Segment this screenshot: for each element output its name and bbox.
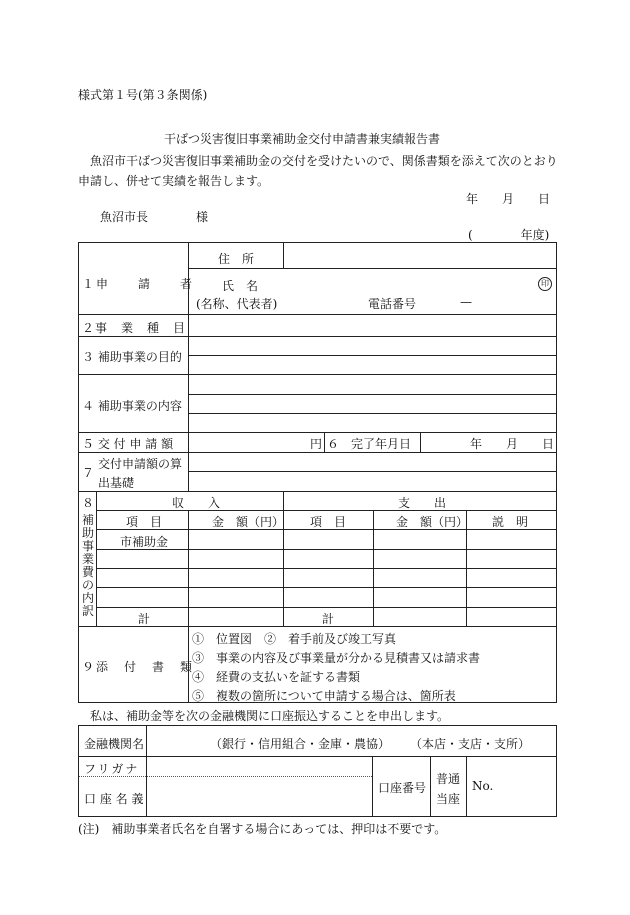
- branch-types: （本店・支店・支所）: [410, 737, 531, 751]
- hline: [96, 607, 557, 608]
- breakdown-side-label: 補 助 事 業 費 の 内 訳: [81, 513, 94, 618]
- phone-label: 電話番号: [368, 297, 417, 311]
- hline: [78, 432, 557, 433]
- institution-types: （銀行・信用組合・金庫・農協）: [210, 737, 391, 751]
- income-total: 計: [138, 612, 151, 626]
- vline: [373, 510, 374, 627]
- hline: [78, 314, 557, 315]
- expense-item-header: 項 目: [310, 515, 347, 529]
- hline: [188, 413, 557, 414]
- vline: [188, 242, 189, 433]
- note-header: 説 明: [492, 515, 529, 529]
- address-field[interactable]: [285, 244, 555, 267]
- bank-border: [430, 756, 431, 817]
- vline: [283, 491, 284, 627]
- vline: [188, 432, 189, 453]
- bank-border: [78, 725, 557, 726]
- hline: [96, 587, 557, 588]
- hline: [188, 394, 557, 395]
- expense-header: 支 出: [398, 496, 447, 510]
- expense-amount-header: 金 額（円）: [396, 515, 469, 529]
- addressee: 魚沼市長: [100, 210, 149, 224]
- completion-label: ６ 完了年月日: [327, 437, 412, 451]
- address-label: 住 所: [218, 252, 255, 266]
- income-item: 市補助金: [120, 535, 169, 549]
- breakdown-number: ８: [82, 496, 95, 510]
- hline: [78, 491, 557, 492]
- document-title: 干ばつ災害復旧事業補助金交付申請書兼実績報告書: [164, 132, 441, 146]
- vline: [283, 242, 284, 269]
- content-label: ４ 補助事業の内容: [82, 399, 182, 413]
- hline: [78, 452, 557, 453]
- account-type-ordinary: 普通: [436, 772, 461, 786]
- basis-label-2: 出基礎: [98, 476, 135, 490]
- name-sub-label: (名称、代表者): [196, 297, 278, 311]
- grant-amount-label: ５ 交 付 申 請 額: [82, 437, 174, 451]
- intro-line-1: 魚沼市干ばつ災害復旧事業補助金の交付を受けたいので、関係書類を添えて次のとおり: [78, 154, 558, 168]
- addressee-suffix: 様: [196, 210, 209, 224]
- vline: [420, 432, 421, 453]
- vline: [96, 491, 97, 627]
- account-number-label: 口座番号: [378, 781, 427, 795]
- account-name-label: 口 座 名 義: [84, 792, 144, 806]
- basis-number: ７: [82, 466, 95, 480]
- basis-label-1: 交付申請額の算: [98, 457, 183, 471]
- account-no-label: No.: [472, 779, 494, 793]
- yen-unit: 円: [310, 437, 323, 451]
- income-header: 収 入: [172, 496, 221, 510]
- expense-total: 計: [322, 612, 335, 626]
- completion-date: 年 月 日: [470, 437, 555, 451]
- furigana-label: フリガナ: [84, 762, 140, 776]
- form-number: 様式第１号(第３条関係): [78, 88, 208, 102]
- hline: [188, 268, 557, 269]
- table-border-right: [556, 242, 557, 703]
- purpose-label: ３ 補助事業の目的: [82, 350, 182, 364]
- bank-border: [78, 725, 79, 817]
- bank-border: [78, 816, 557, 817]
- vline: [188, 510, 189, 627]
- attachment-item: ① 位置図 ② 着手前及び竣工写真: [192, 632, 397, 646]
- bank-border: [556, 725, 557, 817]
- attachment-item: ⑤ 複数の箇所について申請する場合は、箇所表: [192, 689, 456, 703]
- name-label: 氏 名: [222, 279, 259, 293]
- income-amount-header: 金 額（円）: [212, 515, 285, 529]
- business-type-label: ２事 業 種 目: [82, 321, 187, 335]
- attachment-item: ④ 経費の支払いを証する書類: [192, 670, 361, 684]
- applicant-label: １申 請 者: [82, 277, 195, 291]
- vline: [324, 432, 325, 453]
- hline: [78, 336, 557, 337]
- account-type-current: 当座: [436, 792, 461, 806]
- bank-border: [78, 756, 557, 757]
- fiscal-year: ( 年度): [468, 228, 550, 242]
- bank-intro: 私は、補助金等を次の金融機関に口座振込することを申出します。: [78, 709, 450, 723]
- phone-separator: —: [460, 295, 472, 309]
- attachments-label: ９添 付 書 類: [82, 660, 195, 674]
- intro-line-2: 申請し、併せて実績を報告します。: [78, 174, 270, 188]
- vline: [188, 452, 189, 492]
- footnote: (注) 補助事業者氏名を自署する場合にあっては、押印は不要です。: [78, 822, 447, 836]
- hline: [78, 242, 557, 243]
- hline: [96, 510, 557, 511]
- income-item-header: 項 目: [126, 515, 163, 529]
- attachment-item: ③ 事業の内容及び事業量が分かる見積書又は請求書: [192, 651, 481, 665]
- hline: [188, 471, 557, 472]
- bank-border: [146, 725, 147, 817]
- hline: [96, 568, 557, 569]
- bank-border: [466, 756, 467, 817]
- seal-mark: 印: [538, 277, 552, 291]
- institution-label: 金融機関名: [84, 737, 145, 751]
- bank-border: [372, 756, 373, 817]
- hline: [78, 374, 557, 375]
- table-border-left: [78, 242, 79, 703]
- hline: [188, 355, 557, 356]
- date-field: 年 月 日: [466, 192, 551, 206]
